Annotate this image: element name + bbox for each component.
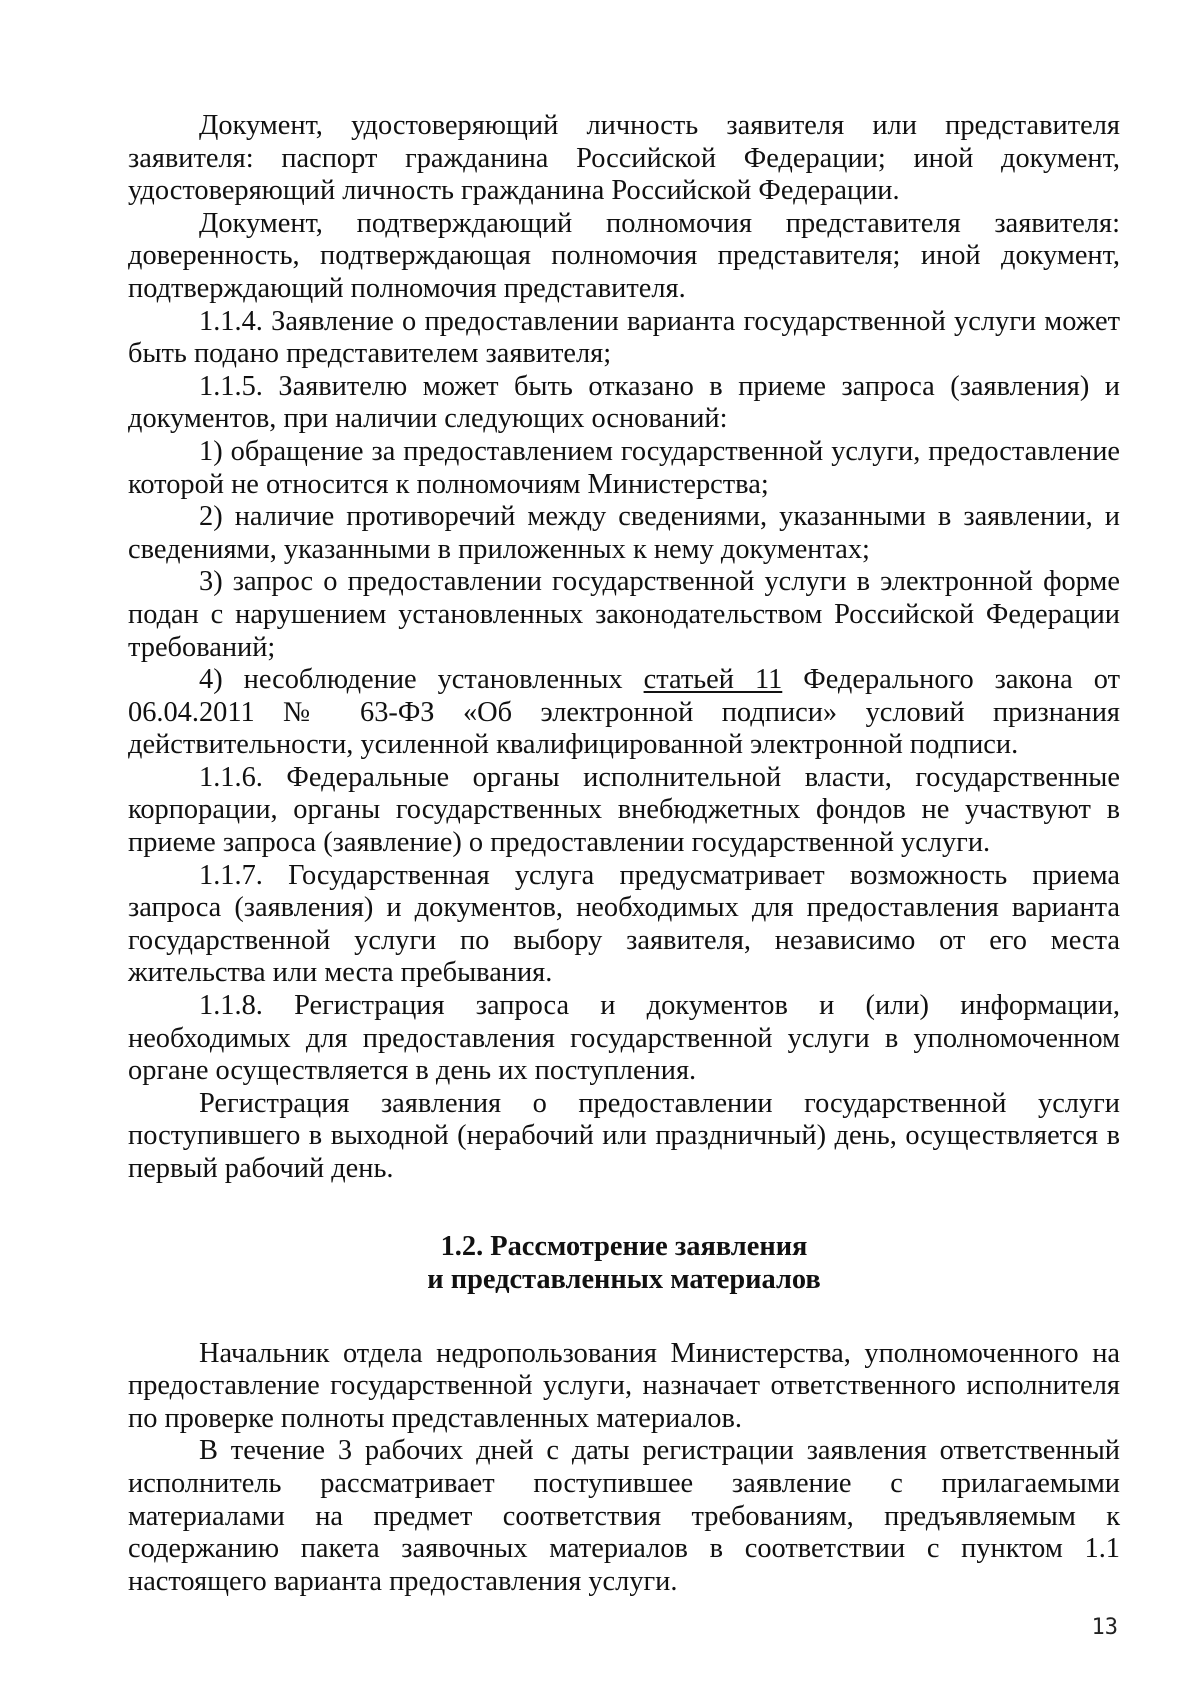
section-heading-line-2: и представленных материалов (427, 1263, 821, 1295)
paragraph-registration-holiday: Регистрация заявления о предоставлении государственной услуги поступившего в выходной (нерабочий или праздничный) день, осуществляется в первый рабочий день. (128, 1087, 1120, 1184)
paragraph-1-1-6: 1.1.6. Федеральные органы исполнительной власти, государственные корпорации, органы государственных внебюджетных фондов не участвуют в приеме запроса (заявление) о предоставлении государственной услуги. (128, 761, 1120, 859)
law-article-link[interactable]: статьей 11 (643, 664, 783, 696)
paragraph-1-1-8: 1.1.8. Регистрация запроса и документов и (или) информации, необходимых для предоставления государственной услуги в уполномоченном органе осуществляется в день их поступления. (128, 990, 1120, 1087)
list-item-4-after: Федерального закона от 06.04.2011 № 63-ФЗ «Об электронной подписи» условий признания действительности, усиленной квалифицированной электронной подписи. (128, 664, 1120, 761)
list-item-2: 2) наличие противоречий между сведениями, указанными в заявлении, и сведениями, указанными в приложенных к нему документах; (128, 501, 1120, 565)
page-number: 13 (1091, 1615, 1118, 1640)
paragraph-1-1-7: 1.1.7. Государственная услуга предусматривает возможность приема запроса (заявления) и документов, необходимых для предоставления варианта государственной услуги по выбору заявителя, независимо от его места жительства или места пребывания. (128, 859, 1120, 989)
paragraph-review-period: В течение 3 рабочих дней с даты регистрации заявления ответственный исполнитель рассматривает поступившее заявление с прилагаемыми материалами на предмет соответствия требованиям, предъявляемым к содержанию пакета заявочных материалов в соответствии с пунктом 1.1 настоящего варианта предоставления услуги. (128, 1435, 1120, 1597)
list-item-1: 1) обращение за предоставлением государственной услуги, предоставление которой не относится к полномочиям Министерства; (128, 435, 1120, 500)
list-item-3: 3) запрос о предоставлении государственной услуги в электронной форме подан с нарушением установленных законодательством Российской Федерации требований; (128, 566, 1120, 663)
section-heading-1-2 (128, 1230, 1120, 1296)
list-item-4-before: 4) несоблюдение установленных (199, 664, 644, 696)
document-page (128, 110, 1120, 1598)
paragraph-1-1-5: 1.1.5. Заявителю может быть отказано в приеме запроса (заявления) и документов, при наличии следующих оснований: (128, 370, 1120, 435)
section-heading-line-1: 1.2. Рассмотрение заявления (440, 1230, 808, 1262)
paragraph-department-head: Начальник отдела недропользования Министерства, уполномоченного на предоставление государственной услуги, назначает ответственного исполнителя по проверке полноты представленных материалов. (128, 1337, 1120, 1434)
paragraph-identity-document: Документ, удостоверяющий личность заявителя или представителя заявителя: паспорт гражданина Российской Федерации; иной документ, удостоверяющий личность гражданина Российской Федерации. (128, 110, 1120, 207)
paragraph-1-1-4: 1.1.4. Заявление о предоставлении варианта государственной услуги может быть подано представителем заявителя; (128, 305, 1120, 370)
paragraph-authority-document: Документ, подтверждающий полномочия представителя заявителя: доверенность, подтверждающая полномочия представителя; иной документ, подтверждающий полномочия представителя. (128, 207, 1120, 304)
list-item-4 (128, 664, 1120, 762)
